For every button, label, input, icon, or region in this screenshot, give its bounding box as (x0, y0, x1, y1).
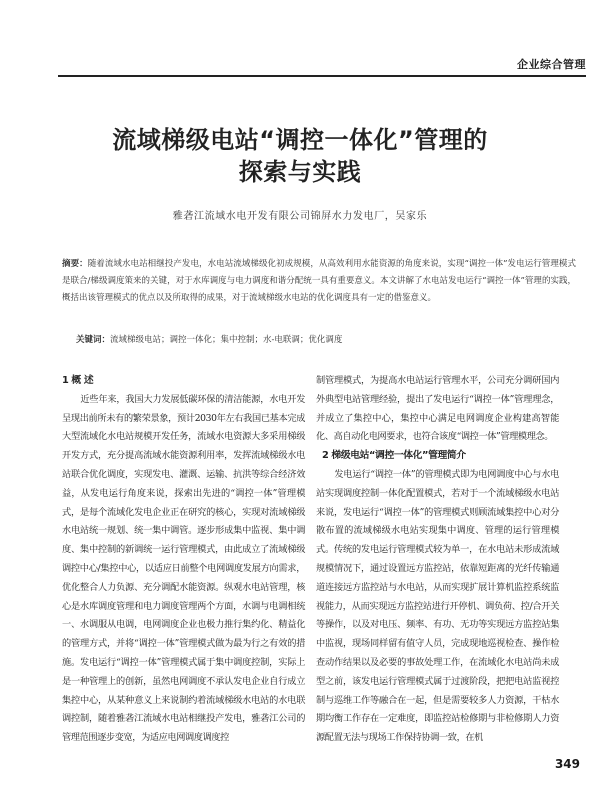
keywords (76, 332, 576, 349)
abstract (62, 256, 576, 307)
keywords-label: 关键词： (76, 335, 111, 345)
article-title-line-2: 探索与实践 (238, 158, 362, 186)
article-title (0, 124, 600, 188)
section-2-paragraph: 发电运行“调控一体”的管理模式即为电网调度中心与水电站实现调度控制一体化配置模式，若对于一个流域梯级水电站来说，发电运行“调控一体”的管理模式则顾流域集控中心对分散布置的流域梯级水电站实现集中调度、管理的运行管理模式。传统的发电运行管理模式较为单一，在水电站未形成流域规模情况下，通过设置远方监控站，依靠短距离的光纤传输通道连接远方监控站与水电站，从而实现扩展计算机监控系统监视能力，从而实现远方监控站进行开停机、调负荷、控/合开关等操作，以及对电压、频率、有功、无功等实现远方监控站集中监视，现场同样留有值守人员，完成现地巡视检查、操作检查动作结果以及必要的事故处理工作，在流域化水电站尚未成型之前，该发电运行管理模式属于过渡阶段，把把电站监视控制与巡维工作等融合在一起，但是需要较多人力资源，干枯水期均衡工作存在一定难度，即监控站检修期与非检修期人力资源配置无法与现场工作保持协调一致，在机 (316, 468, 559, 744)
header-rule (58, 75, 586, 77)
section-1-continuation: 制管理模式，为提高水电站运行管理水平，公司充分调研国内外典型电站管理经验，提出了发电运行“调控一体”管理理念，并成立了集控中心，集控中心满足电网调度企业构建高智能化、高自动化电网要求，也符合该度“调控一体”管理模理念。 (316, 375, 559, 443)
abstract-label: 摘要： (62, 259, 88, 269)
article-authors: 雅砻江流域水电开发有限公司锦屏水力发电厂，吴家乐 (172, 211, 428, 222)
section-2-heading: 2 梯级电站“调控一体化”管理简介 (322, 450, 466, 462)
body-column-right (316, 372, 559, 748)
body-column-left (62, 372, 305, 748)
header-section-title: 企业综合管理 (517, 58, 586, 71)
abstract-text: 随着流域水电站相继投产发电，水电站流域梯级化初成规模，从高效利用水能资源的角度来说，实现“调控一体”发电运行管理模式是联合/梯级调度策来的关键，对于水库调度与电力调度和谐分配统一具有重要意义。本文讲解了水电站发电运行“调控一体”管理的实践，概括出该管理模式的优点以及所取得的成果，对于流域梯级水电站的优化调度具有一定的借鉴意义。 (62, 259, 576, 303)
keywords-text: 流域梯级电站；调控一体化；集中控制；水-电联调；优化调度 (110, 335, 343, 345)
page-number: 349 (554, 757, 580, 771)
section-1-paragraph: 近些年来，我国大力发展低碳环保的清洁能源，水电开发呈现出前所未有的繁荣景象，预计2030年左右我国已基本完成大型流域化水电站规模开发任务，流域水电资源大多采用梯级开发方式，充分提高流域水能资源利用率，发挥流域梯级水电站联合优化调度，实现发电、灌溉、运输、抗洪等综合经济效益，从发电运行角度来说，探索出先进的“调控一体”管理模式，是每个流域化发电企业正在研究的核心，实现对流域梯级水电站统一规划、统一集中调管。逐步形成集中监视、集中调度、集中控制的新调统一运行管理模式，由此成立了流域梯级调控中心/集控中心，以适应日前整个电网调度发展方向需求，优化整合人力负源、充分调配水能资源。纵观水电站管理，核心是水库调度管理和电力调度管理两个方面，水调与电调相统一、水调服从电调，电网调度企业也极力推行集约化、精益化的管理方式，并将“调控一体”管理模式做为最为行之有效的措施。发电运行“调控一体”管理模式属于集中调度控制，实际上是一种管理上的创新，虽然电网调度不承认发电企业自行成立集控中心，从某种意义上来说制约着流域梯级水电站的水电联调控制，随着雅砻江流域水电站相继投产发电，雅砻江公司的管理范围逐步变宽，为适应电网调度调度控 (62, 393, 305, 744)
section-1-heading: 1 概 述 (62, 375, 94, 386)
article-title-line-1: 流域梯级电站“调控一体化”管理的 (112, 126, 488, 154)
